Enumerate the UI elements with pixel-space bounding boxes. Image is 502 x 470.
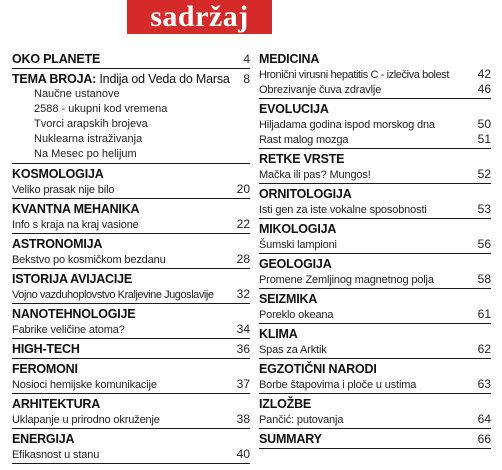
article-title: Isti gen za iste vokalne sposobnosti bbox=[259, 204, 427, 216]
article-title: Nosioci hemijske komunikacije bbox=[12, 379, 157, 391]
page-number: 62 bbox=[477, 342, 491, 356]
page-number: 28 bbox=[236, 252, 250, 266]
section-title: FEROMONI bbox=[12, 362, 78, 376]
toc-entry[interactable] bbox=[259, 272, 491, 287]
toc-entry[interactable] bbox=[259, 432, 491, 447]
page-number: 40 bbox=[236, 447, 250, 461]
page-number: 56 bbox=[477, 237, 491, 251]
article-title: Obrezivanje čuva zdravlje bbox=[259, 84, 382, 96]
toc-section bbox=[12, 167, 250, 199]
page-number: 4 bbox=[243, 52, 250, 66]
toc-section bbox=[12, 272, 250, 304]
page-number: 50 bbox=[477, 117, 491, 131]
toc-entry[interactable] bbox=[12, 52, 250, 67]
section-title: NANOTEHNOLOGIJE bbox=[12, 307, 136, 321]
article-title: Vojno vazduhoplovstvo Kraljevine Jugoslavije bbox=[12, 289, 214, 301]
sub-item[interactable]: Tvorci arapskih brojeva bbox=[34, 118, 148, 130]
toc-section bbox=[12, 52, 250, 69]
section-title: ISTORIJA AVIJACIJE bbox=[12, 272, 133, 286]
toc-section bbox=[259, 187, 491, 219]
toc-entry[interactable] bbox=[259, 377, 491, 392]
toc-entry[interactable] bbox=[259, 237, 491, 252]
toc-entry[interactable] bbox=[12, 182, 250, 197]
toc-entry[interactable] bbox=[259, 412, 491, 427]
page-number: 46 bbox=[477, 82, 491, 96]
toc-entry[interactable] bbox=[259, 167, 491, 182]
page-number: 64 bbox=[477, 412, 491, 426]
article-title: Uklapanje u prirodno okruženje bbox=[12, 414, 160, 426]
page-number: 37 bbox=[236, 377, 250, 391]
article-title: Promene Zemljinog magnetnog polja bbox=[259, 274, 434, 286]
toc-section bbox=[12, 72, 250, 164]
page-number: 51 bbox=[477, 132, 491, 146]
toc-entry[interactable] bbox=[12, 217, 250, 232]
section-title: TEMA BROJA: Indija od Veda do Marsa bbox=[12, 72, 230, 86]
section-title: EGZOTIČNI NARODI bbox=[259, 362, 377, 376]
toc-entry[interactable] bbox=[12, 377, 250, 392]
article-title: Veliko prasak nije bilo bbox=[12, 184, 115, 196]
toc-section bbox=[259, 257, 491, 289]
sub-item[interactable]: 2588 - ukupni kod vremena bbox=[34, 103, 168, 115]
toc-section bbox=[12, 362, 250, 394]
article-title: Efikasnost u stanu bbox=[12, 449, 100, 461]
section-title: GEOLOGIJA bbox=[259, 257, 332, 271]
section-title: KOSMOLOGIJA bbox=[12, 167, 104, 181]
section-title: OKO PLANETE bbox=[12, 52, 101, 66]
sub-item[interactable]: Naučne ustanove bbox=[34, 88, 120, 100]
article-title: Spas za Arktik bbox=[259, 344, 327, 356]
toc-section bbox=[12, 432, 250, 464]
toc-left-column bbox=[12, 52, 250, 467]
page-number: 32 bbox=[236, 287, 250, 301]
article-title: Bekstvo po kosmičkom bezdanu bbox=[12, 254, 166, 266]
section-title: ORNITOLOGIJA bbox=[259, 187, 352, 201]
page-number: 52 bbox=[477, 167, 491, 181]
toc-section bbox=[12, 237, 250, 269]
toc-entry[interactable] bbox=[12, 252, 250, 267]
toc-section bbox=[259, 327, 491, 359]
page-number: 20 bbox=[236, 182, 250, 196]
article-title: Pančić: putovanja bbox=[259, 414, 344, 426]
toc-section bbox=[259, 292, 491, 324]
toc-section bbox=[259, 222, 491, 254]
section-title: EVOLUCIJA bbox=[259, 102, 329, 116]
page-number: 42 bbox=[477, 67, 491, 81]
sub-item[interactable]: Na Mesec po helijum bbox=[34, 148, 137, 160]
article-title: Mačka ili pas? Mungos! bbox=[259, 169, 371, 181]
article-title: Rast malog mozga bbox=[259, 134, 349, 146]
toc-entry[interactable] bbox=[259, 202, 491, 217]
page-number: 22 bbox=[236, 217, 250, 231]
section-title: RETKE VRSTE bbox=[259, 152, 345, 166]
toc-entry[interactable] bbox=[12, 72, 250, 87]
section-subtitle: Indija od Veda do Marsa bbox=[96, 72, 230, 86]
article-title: Šumski lampioni bbox=[259, 239, 337, 251]
toc-entry[interactable] bbox=[12, 287, 250, 302]
toc-entry[interactable] bbox=[259, 117, 491, 132]
page-number: 61 bbox=[477, 307, 491, 321]
section-title: SEIZMIKA bbox=[259, 292, 318, 306]
section-title: MEDICINA bbox=[259, 52, 320, 66]
sub-item[interactable]: Nuklearna istraživanja bbox=[34, 133, 143, 145]
article-title: Fabrike veličine atoma? bbox=[12, 324, 125, 336]
toc-entry[interactable] bbox=[12, 447, 250, 462]
page-number: 8 bbox=[243, 72, 250, 86]
toc-right-column bbox=[259, 52, 491, 452]
page-number: 38 bbox=[236, 412, 250, 426]
toc-section bbox=[12, 342, 250, 359]
toc-entry[interactable] bbox=[12, 322, 250, 337]
toc-entry[interactable] bbox=[259, 82, 491, 97]
section-title: HIGH-TECH bbox=[12, 342, 80, 356]
section-title: KVANTNA MEHANIKA bbox=[12, 202, 140, 216]
page-number: 58 bbox=[477, 272, 491, 286]
toc-entry[interactable] bbox=[259, 342, 491, 357]
page-number: 53 bbox=[477, 202, 491, 216]
section-title: IZLOŽBE bbox=[259, 397, 312, 411]
toc-section bbox=[12, 202, 250, 234]
toc-entry[interactable] bbox=[259, 307, 491, 322]
section-title: ARHITEKTURA bbox=[12, 397, 101, 411]
article-title: Info s kraja na kraj vasione bbox=[12, 219, 139, 231]
toc-section bbox=[259, 152, 491, 184]
toc-section bbox=[259, 102, 491, 149]
section-title: SUMMARY bbox=[259, 432, 322, 446]
article-title: Hiljadama godina ispod morskog dna bbox=[259, 119, 435, 131]
toc-section bbox=[12, 397, 250, 429]
toc-section bbox=[259, 432, 491, 449]
section-title: ASTRONOMIJA bbox=[12, 237, 103, 251]
page-title: sadržaj bbox=[127, 0, 272, 34]
toc-section bbox=[12, 307, 250, 339]
section-title: KLIMA bbox=[259, 327, 298, 341]
page-number: 34 bbox=[236, 322, 250, 336]
article-title: Poreklo okeana bbox=[259, 309, 334, 321]
section-title: ENERGIJA bbox=[12, 432, 75, 446]
toc-entry[interactable] bbox=[259, 67, 491, 82]
page-number: 36 bbox=[236, 342, 250, 356]
section-title: MIKOLOGIJA bbox=[259, 222, 337, 236]
toc-entry[interactable] bbox=[12, 342, 250, 357]
toc-section bbox=[259, 52, 491, 99]
article-title: Borbe štapovima i ploče u ustima bbox=[259, 379, 417, 391]
toc-entry[interactable] bbox=[12, 412, 250, 427]
article-title: Hronični virusni hepatitis C - izlečiva bolest bbox=[259, 69, 450, 81]
toc-section bbox=[259, 362, 491, 394]
page-number: 66 bbox=[477, 432, 491, 446]
page-number: 63 bbox=[477, 377, 491, 391]
toc-entry[interactable] bbox=[259, 132, 491, 147]
toc-section bbox=[259, 397, 491, 429]
